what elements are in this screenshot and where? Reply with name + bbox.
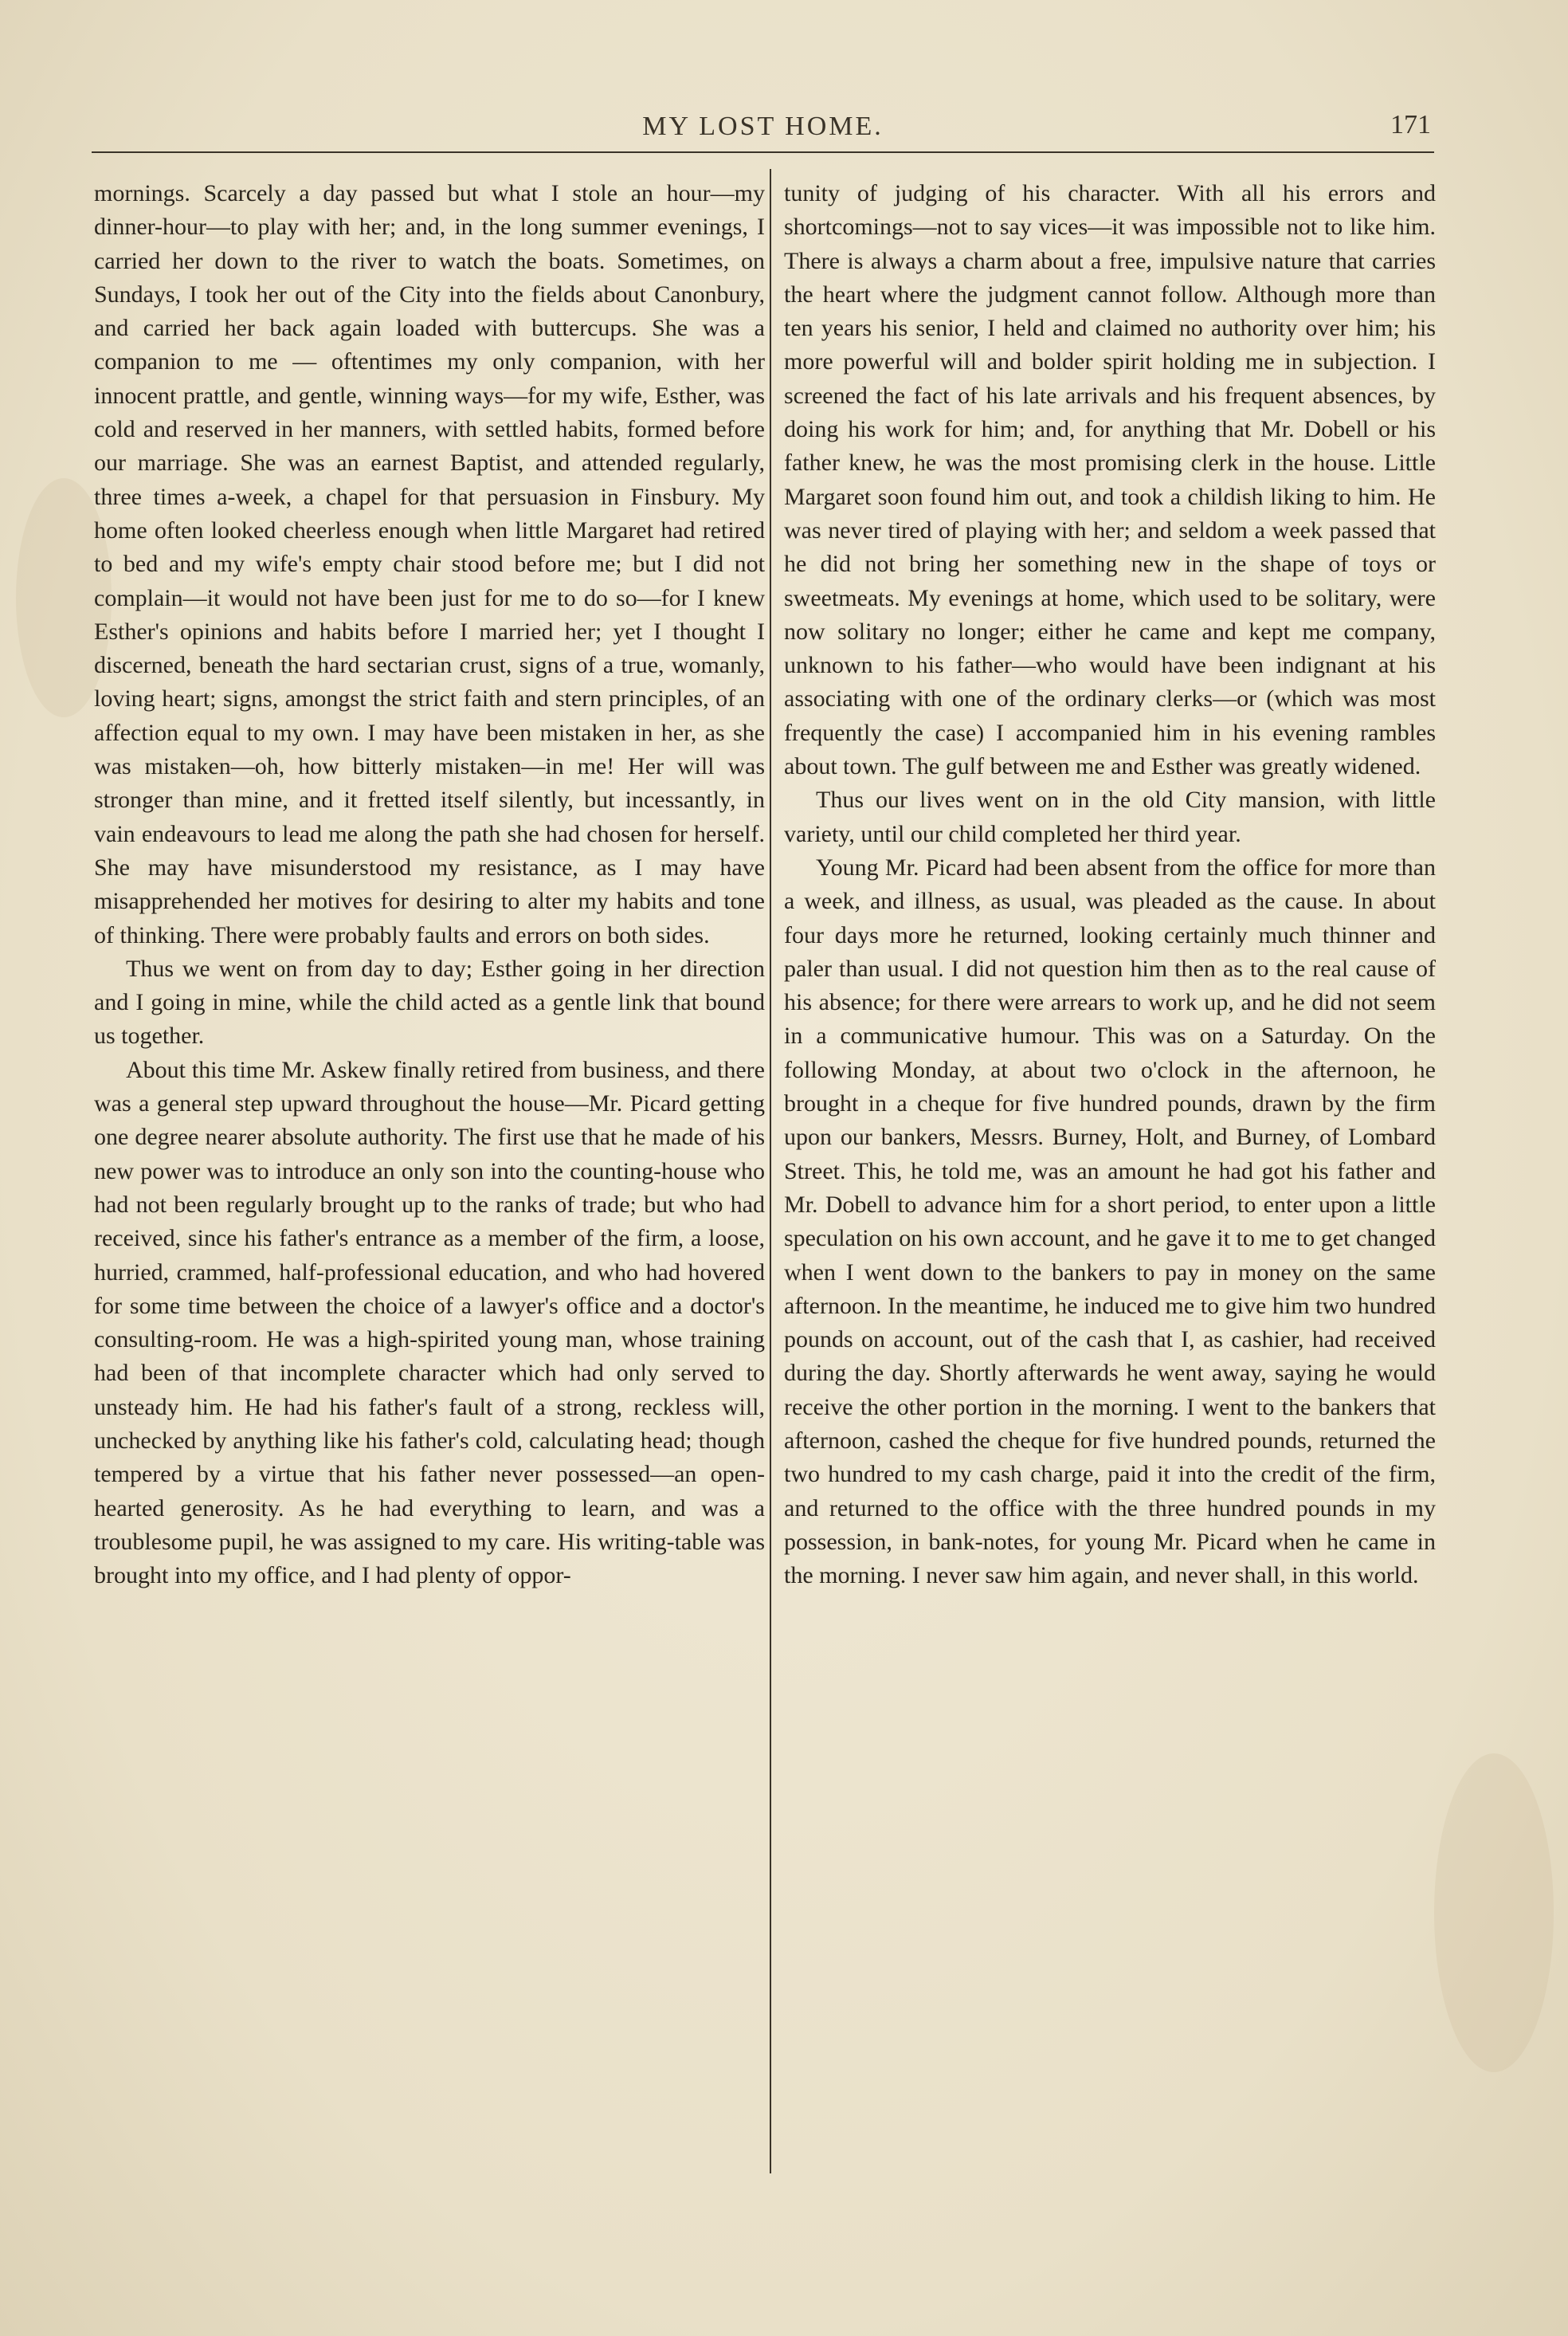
paragraph: mornings. Scarcely a day passed but what I stole an hour—my dinner-hour—to play with her; and, in the long summer evenings, I carried her down to the river to watch the boats. Sometimes, on Sundays, I took her out of the City into the fields about Canonbury, and carried her back again loaded with buttercups. She was a companion to me — oftentimes my only companion, with her innocent prattle, and gentle, winning ways—for my wife, Esther, was cold and reserved in her manners, with settled habits, formed before our marriage. She was an earnest Baptist, and attended regularly, three times a-week, a chapel for that persuasion in Finsbury. My home often looked cheerless enough when little Margaret had retired to bed and my wife's empty chair stood before me; but I did not complain—it would not have been just for me to do so—for I knew Esther's opinions and habits before I married her; yet I thought I discerned, beneath the hard sectarian crust, signs of a true, womanly, loving heart; signs, amongst the strict faith and stern principles, of an affection equal to my own. I may have been mistaken in her, as she was mistaken—oh, how bitterly mistaken—in me! Her will was stronger than mine, and it fretted itself silently, but incessantly, in vain endeavours to lead me along the path she had chosen for herself. She may have misunderstood my resistance, as I may have misapprehended her motives for desiring to alter my habits and tone of thinking. There were probably faults and errors on both sides. (94, 180, 765, 948)
right-column (784, 177, 1436, 1592)
left-column (94, 177, 765, 1592)
running-title: MY LOST HOME. (642, 112, 884, 141)
paragraph: Thus we went on from day to day; Esther going in her direction and I going in mine, while the child acted as a gentle link that bound us together. (94, 955, 765, 1050)
paragraph: tunity of judging of his character. With all his errors and shortcomings—not to say vices—it was impossible not to like him. There is always a charm about a free, impulsive nature that carries the heart where the judgment cannot follow. Although more than ten years his senior, I held and claimed no authority over him; his more powerful will and bolder spirit holding me in subjection. I screened the fact of his late arrivals and his frequent absences, by doing his work for him; and, for anything that Mr. Dobell or his father knew, he was the most promising clerk in the house. Little Margaret soon found him out, and took a childish liking to him. He was never tired of playing with her; and seldom a week passed that he did not bring her something new in the shape of toys or sweetmeats. My evenings at home, which used to be solitary, were now solitary no longer; either he came and kept me company, unknown to his father—who would have been indignant at his associating with one of the ordinary clerks—or (which was most frequently the case) I accompanied him in his evening rambles about town. The gulf between me and Esther was greatly widened. (784, 180, 1436, 780)
paragraph: Thus our lives went on in the old City mansion, with little variety, until our child completed her third year. (784, 787, 1436, 847)
paragraph: Young Mr. Picard had been absent from the office for more than a week, and illness, as usual, was pleaded as the cause. In about four days more he returned, looking certainly much thinner and paler than usual. I did not question him then as to the real cause of his absence; for there were arrears to work up, and he did not seem in a communicative humour. This was on a Saturday. On the following Monday, at about two o'clock in the afternoon, he brought in a cheque for five hundred pounds, drawn by the firm upon our bankers, Messrs. Burney, Holt, and Burney, of Lombard Street. This, he told me, was an amount he had got his father and Mr. Dobell to advance him for a short period, to enter upon a little speculation on his own account, and he gave it to me to get changed when I went down to the bankers to pay in money on the same afternoon. In the meantime, he induced me to give him two hundred pounds on account, out of the cash that I, as cashier, had received during the day. Shortly afterwards he went away, saying he would receive the other portion in the morning. I went to the bankers that afternoon, cashed the cheque for five hundred pounds, returned the two hundred to my cash charge, paid it into the credit of the firm, and returned to the office with the three hundred pounds in my possession, in bank-notes, for young Mr. Picard when he came in the morning. I never saw him again, and never shall, in this world. (784, 854, 1436, 1589)
page-number: 171 (1390, 110, 1431, 139)
page-header (92, 110, 1434, 153)
column-divider (770, 169, 771, 2173)
paragraph: About this time Mr. Askew finally retired from business, and there was a general step upward throughout the house—Mr. Picard getting one degree nearer absolute authority. The first use that he made of his new power was to introduce an only son into the counting-house who had not been regularly brought up to the ranks of trade; but who had received, since his father's entrance as a member of the firm, a loose, hurried, crammed, half-professional education, and who had hovered for some time between the choice of a lawyer's office and a doctor's consulting-room. He was a high-spirited young man, whose training had been of that incomplete character which had only served to unsteady him. He had his father's fault of a strong, reckless will, unchecked by anything like his father's cold, calculating head; though tempered by a virtue that his father never possessed—an open-hearted generosity. As he had everything to learn, and was a troublesome pupil, he was assigned to my care. His writing-table was brought into my office, and I had plenty of oppor- (94, 1056, 765, 1589)
paper-stain (1434, 1753, 1554, 2072)
